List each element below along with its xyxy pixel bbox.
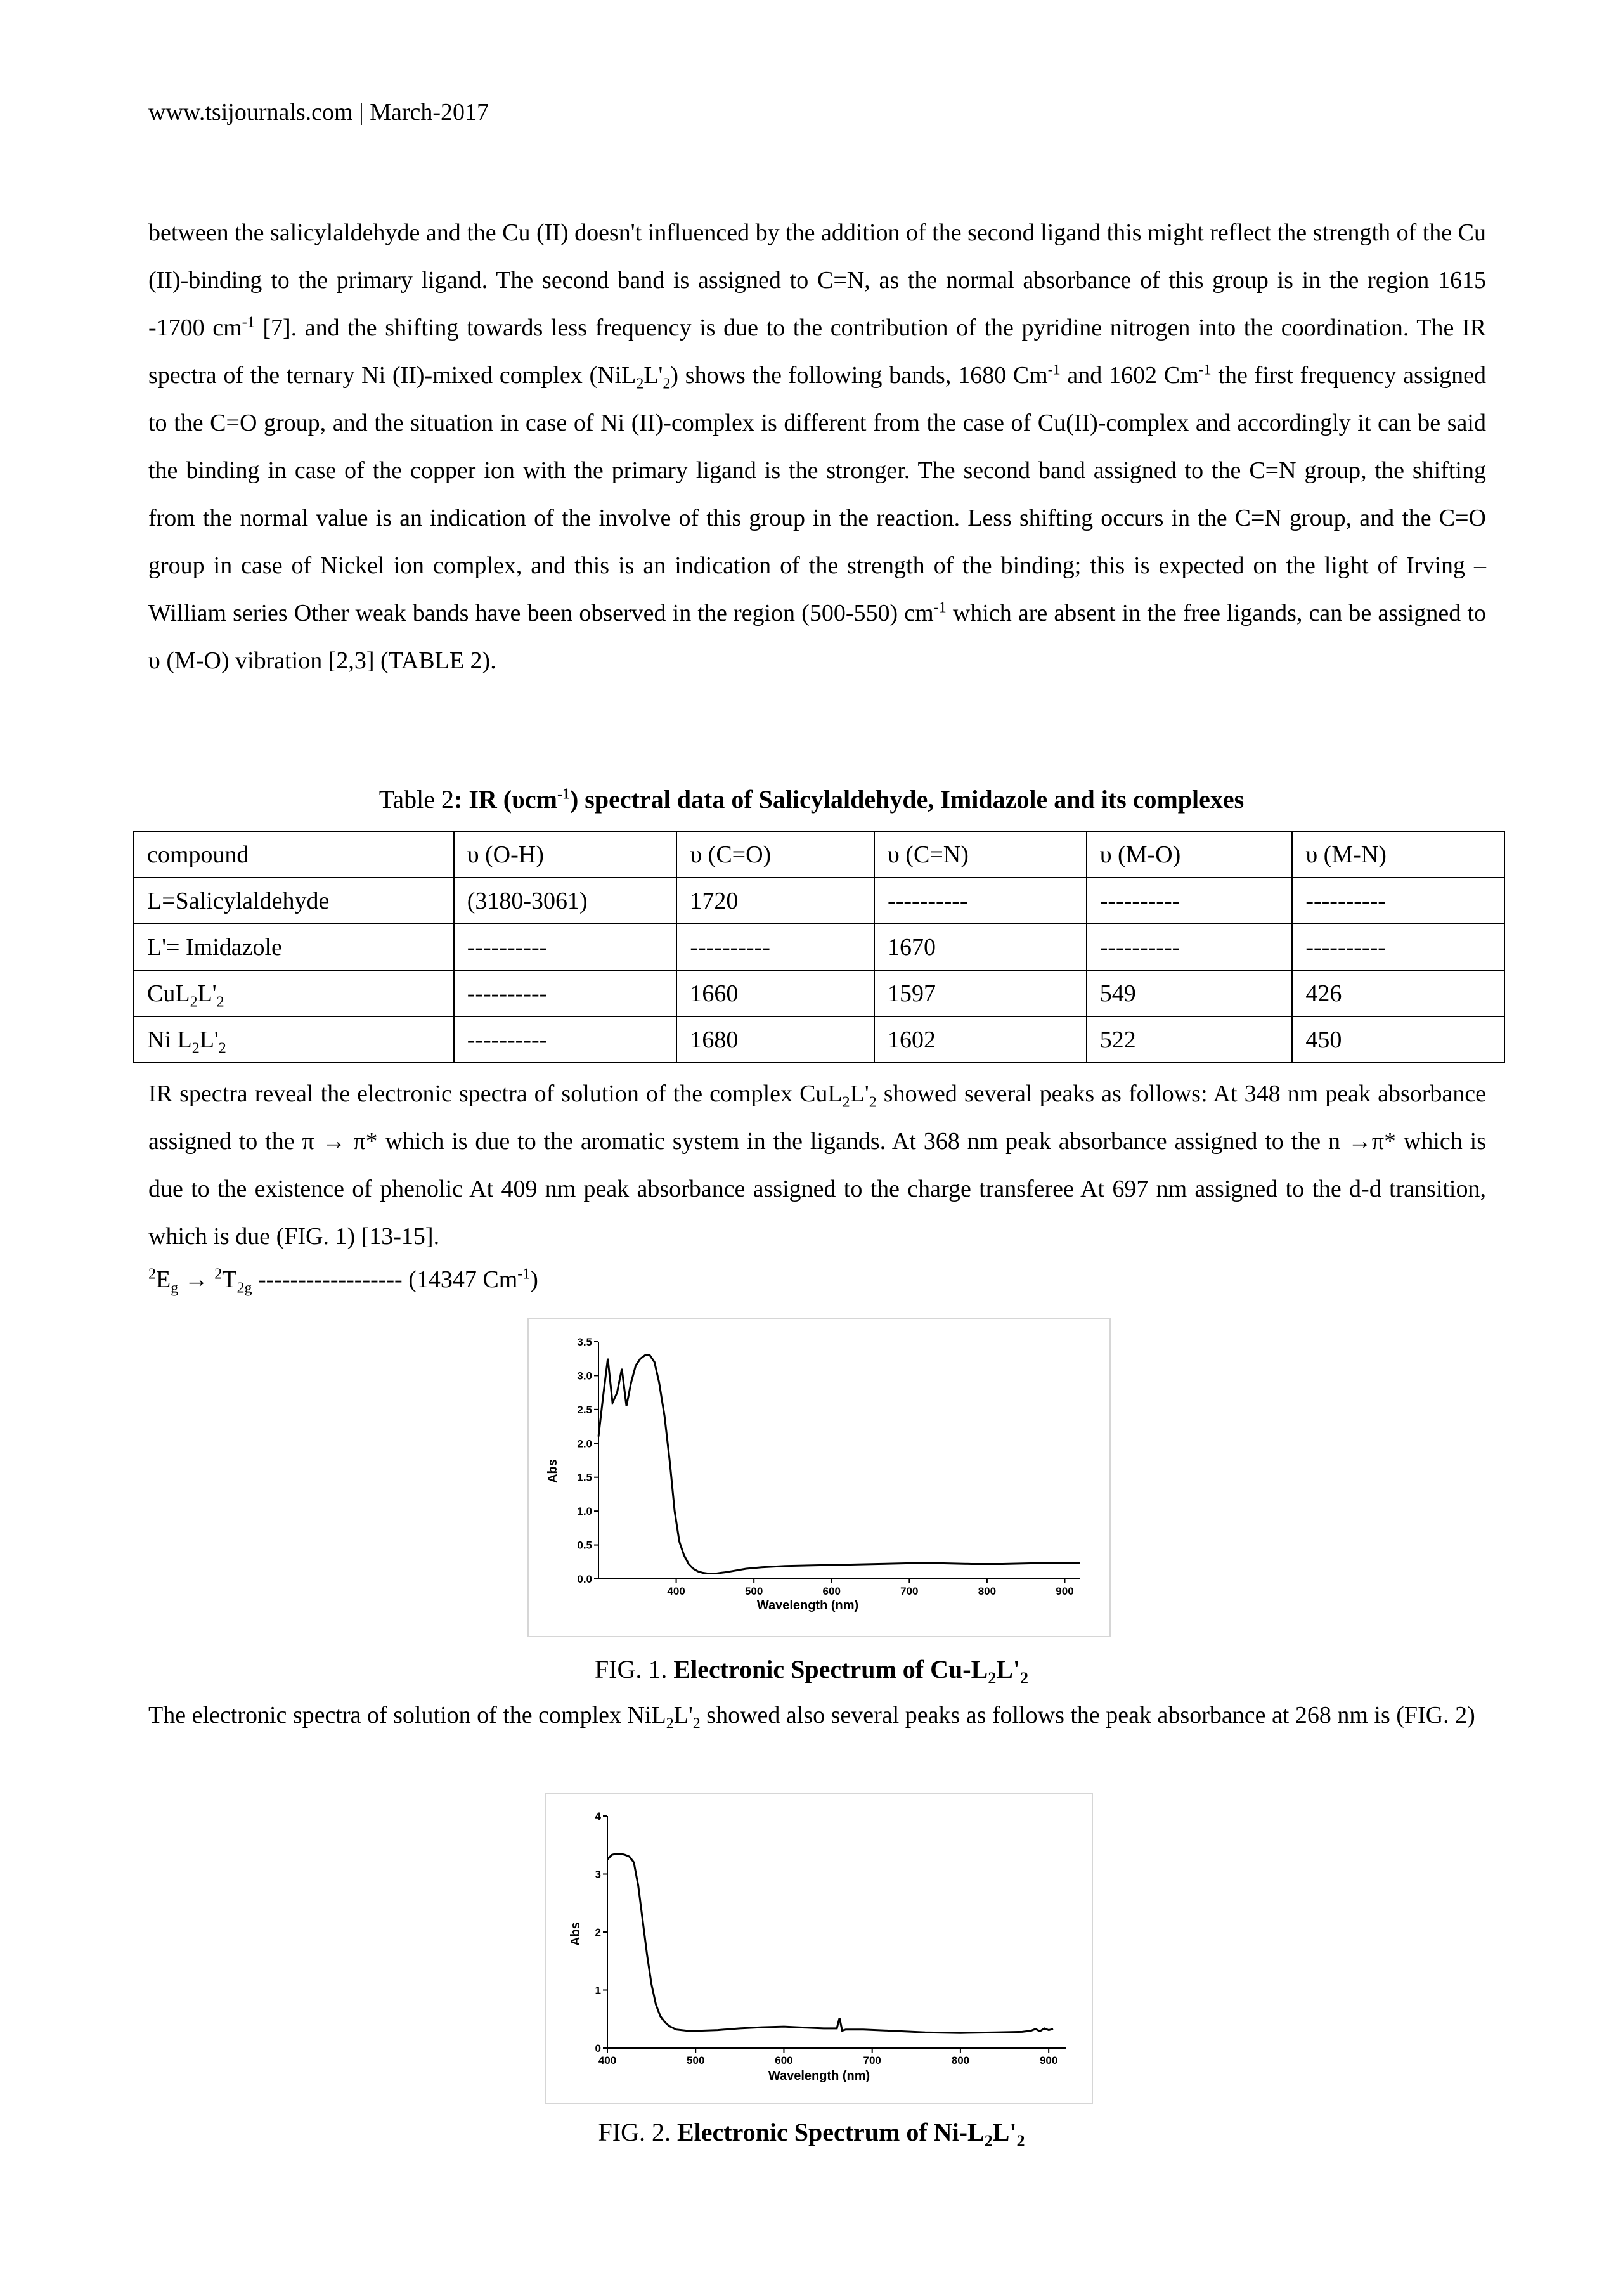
x-tick-label: 600: [775, 2054, 793, 2066]
table-header-cell: υ (M-N): [1292, 831, 1504, 878]
table-2-caption: Table 2: IR (υcm$^{-1}$) spectral data of Salicylaldehyde, Imidazole and its complexes: [378, 785, 1245, 814]
table-cell: 1602: [874, 1016, 1087, 1063]
x-tick-label: 700: [900, 1585, 919, 1597]
paragraph-ir-discussion: between the salicylaldehyde and the Cu (II) doesn't influenced by the addition of the second ligand this might reflect the strength of the Cu (II)-binding to the primary ligand. The second band is assigned to C=N, as the normal absorbance of this group is in the region 1615 -1700 $cm^{-1}$ [7]. and the shifting towards less frequency is due to the contribution of the pyridine nitrogen into the coordination. The IR spectra of the ternary Ni (II)-mixed complex $(NiL_2L'_2)$ shows the following bands, 1680 $Cm^{-1}$ and 1602 $Cm^{-1}$ the first frequency assigned to the C=O group, and the situation in case of Ni (II)-complex is different from the case of Cu(II)-complex and accordingly it can be said the binding in case of the copper ion with the primary ligand is the stronger. The second band assigned to the C=N group, the shifting from the normal value is an indication of the involve of this group in the reaction. Less shifting occurs in the C=N group, and the C=O group in case of Nickel ion complex, and this is an indication of the strength of the binding; this is expected on the light of Irving – William series Other weak bands have been observed in the region (500-550) $cm^{-1}$ which are absent in the free ligands, can be assigned to υ (M-O) vibration [2,3] (TABLE 2).: [148, 219, 1486, 674]
table-cell: ----------: [1292, 878, 1504, 924]
table-row: [134, 878, 1504, 924]
x-tick-label: 500: [744, 1585, 763, 1597]
x-tick-label: 400: [598, 2054, 617, 2066]
y-tick-label: 2.5: [577, 1403, 592, 1416]
table-cell: L'= Imidazole: [134, 924, 454, 970]
y-tick-label: 0.0: [577, 1573, 592, 1585]
y-tick-label: 4: [595, 1810, 601, 1822]
y-tick-label: 3.0: [577, 1370, 592, 1382]
table-cell: Ni $L_2L'_2$: [134, 1016, 454, 1063]
table-header-cell: υ (O-H): [454, 831, 677, 878]
ni-spectrum-chart: [546, 1794, 1092, 2103]
x-tick-label: 400: [667, 1585, 685, 1597]
transition-equation: $^2E_g \to ^2T_{2g}$ ------------------ (14347 $Cm^{-1}$): [148, 1266, 538, 1297]
x-tick-label: 500: [687, 2054, 705, 2066]
table-cell: 450: [1292, 1016, 1504, 1063]
spectrum-line: [607, 1854, 1053, 2033]
table-row: [134, 1016, 1504, 1063]
journal-header: www.tsijournals.com | March-2017: [148, 99, 489, 126]
x-tick-label: 800: [951, 2054, 970, 2066]
x-tick-label: 700: [863, 2054, 881, 2066]
y-tick-label: 3: [595, 1868, 601, 1881]
table-cell: 1670: [874, 924, 1087, 970]
y-tick-label: 1: [595, 1984, 601, 1997]
figure-1-cu-spectrum: [527, 1318, 1111, 1637]
y-tick-label: 0.5: [577, 1539, 592, 1552]
cu-spectrum-chart: [529, 1319, 1109, 1636]
x-tick-label: 800: [978, 1585, 997, 1597]
table-cell: ----------: [676, 924, 874, 970]
table-header-cell: υ (M-O): [1087, 831, 1293, 878]
y-tick-label: 3.5: [577, 1336, 592, 1348]
table-cell: ----------: [1087, 924, 1293, 970]
ir-spectral-table: [133, 831, 1505, 1063]
table-row: [134, 924, 1504, 970]
figure-2-caption: FIG. 2. Electronic Spectrum of $Ni-L_2L'_2$: [598, 2118, 1025, 2150]
x-axis-label: Wavelength (nm): [756, 1599, 859, 1612]
y-tick-label: 0: [595, 2042, 601, 2054]
y-tick-label: 2: [595, 1926, 601, 1938]
figure-2-ni-spectrum: [545, 1793, 1093, 2104]
table-cell: ----------: [454, 970, 677, 1016]
table-cell: ----------: [1087, 878, 1293, 924]
chart-axes: [607, 1816, 1066, 2048]
table-cell: ----------: [1292, 924, 1504, 970]
paragraph-ni-electronic-spectra: The electronic spectra of solution of the complex $NiL_2L'_2$ showed also several peaks as follows the peak absorbance at 268 nm is (FIG. 2): [148, 1702, 1475, 1732]
chart-axes: [598, 1342, 1080, 1579]
table-cell: ----------: [874, 878, 1087, 924]
table-header-cell: compound: [134, 831, 454, 878]
table-cell: 549: [1087, 970, 1293, 1016]
table-cell: ----------: [454, 924, 677, 970]
table-cell: 522: [1087, 1016, 1293, 1063]
y-axis-label: Abs: [569, 1922, 583, 1946]
table-cell: 1680: [676, 1016, 874, 1063]
table-cell: 1660: [676, 970, 874, 1016]
x-tick-label: 600: [822, 1585, 841, 1597]
table-header-cell: υ (C=O): [676, 831, 874, 878]
y-axis-label: Abs: [546, 1459, 560, 1483]
table-cell: 426: [1292, 970, 1504, 1016]
chart-ticks: [577, 1336, 1073, 1597]
table-cell: L=Salicylaldehyde: [134, 878, 454, 924]
x-tick-label: 900: [1056, 1585, 1074, 1597]
paragraph-cu-electronic-spectra: IR spectra reveal the electronic spectra of solution of the complex $CuL_2L'_2$ showed several peaks as follows: At 348 nm peak absorbance assigned to the π → π* which is due to the aromatic system in the ligands. At 368 nm peak absorbance assigned to the n →π* which is due to the existence of phenolic At 409 nm peak absorbance assigned to the charge transferee At 697 nm assigned to the d-d transition, which is due (FIG. 1) [13-15].: [148, 1080, 1486, 1250]
y-tick-label: 2.0: [577, 1437, 592, 1450]
spectrum-line: [598, 1355, 1080, 1573]
table-cell: (3180-3061): [454, 878, 677, 924]
table-cell: ----------: [454, 1016, 677, 1063]
x-tick-label: 900: [1039, 2054, 1058, 2066]
table-row: [134, 970, 1504, 1016]
table-cell: 1597: [874, 970, 1087, 1016]
table-header-row: [134, 831, 1504, 878]
table-cell: $CuL_2L'_2$: [134, 970, 454, 1016]
x-axis-label: Wavelength (nm): [768, 2069, 870, 2083]
figure-1-caption: FIG. 1. Electronic Spectrum of $Cu-L_2L'_2$: [594, 1655, 1029, 1687]
y-tick-label: 1.5: [577, 1471, 592, 1484]
y-tick-label: 1.0: [577, 1505, 592, 1518]
table-header-cell: υ (C=N): [874, 831, 1087, 878]
table-cell: 1720: [676, 878, 874, 924]
